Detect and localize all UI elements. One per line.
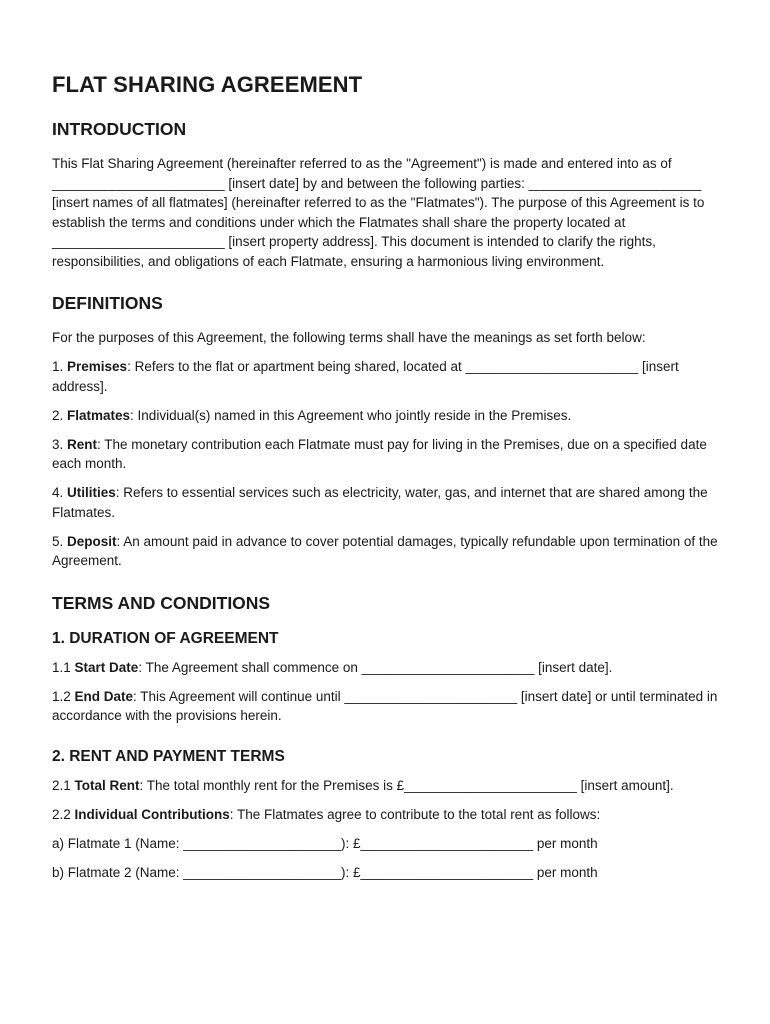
definitions-heading: DEFINITIONS [52,293,163,313]
definitions-intro: For the purposes of this Agreement, the following terms shall have the meanings as set forth below: [52,330,646,345]
clause-text: : The Flatmates agree to contribute to the total rent as follows: [229,806,601,822]
definition-number: 4. [52,485,68,500]
clause-number: 1.1 [52,659,75,675]
definition-text: : Refers to essential services such as electricity, water, gas, and internet that are shared among the Flatmates. [52,485,708,520]
definition-item-flatmates [52,406,720,426]
definition-term: Utilities [67,485,116,500]
duration-heading: 1. DURATION OF AGREEMENT [52,629,279,647]
definition-text: : Refers to the flat or apartment being shared, located at _______________________ [insert address]. [52,359,679,394]
clause-text: : This Agreement will continue until _______________________ [insert date] or until terminated in accordance with the provisions herein. [52,688,718,723]
duration-item-end [52,687,720,726]
definition-item-rent [52,435,720,474]
clause-text: : The total monthly rent for the Premises is £_______________________ [insert amount]. [139,777,674,793]
definition-text: : The monetary contribution each Flatmate must pay for living in the Premises, due on a specified date each month. [52,436,707,471]
rent-item-individual [52,805,720,825]
definition-text: : An amount paid in advance to cover potential damages, typically refundable upon termination of the Agreement. [52,533,718,568]
definition-number: 2. [52,407,68,423]
clause-term: Individual Contributions [74,806,230,822]
clause-text: : The Agreement shall commence on _______________________ [insert date]. [138,659,613,675]
terms-heading: TERMS AND CONDITIONS [52,592,271,613]
document-page [52,70,720,892]
rent-item-total [52,776,720,796]
flatmate-2-contribution: b) Flatmate 2 (Name: _____________________): £_______________________ per month [52,864,598,880]
definition-number: 3. [52,436,68,452]
definition-number: 5. [52,533,68,549]
clause-term: End Date [74,688,134,704]
duration-item-start [52,658,720,678]
definition-term: Rent [67,436,98,452]
definition-term: Premises [67,359,128,374]
definition-number: 1. [52,359,68,374]
flatmate-1-contribution: a) Flatmate 1 (Name: _____________________): £_______________________ per month [52,835,598,851]
definition-term: Deposit [67,533,117,549]
definition-item-utilities [52,483,720,522]
introduction-heading: INTRODUCTION [52,119,187,139]
introduction-paragraph: This Flat Sharing Agreement (hereinafter referred to as the "Agreement") is made and entered into as of _______________________ [insert date] by and between the following parties: _______________________ [insert names of all flatmates] (hereinafter referred to as the "Flatmates"). The purpose of this Agreement is to establish the terms and conditions under which the Flatmates shall share the property located at _______________________ [insert property address]. This document is intended to clarify the rights, responsibilities, and obligations of each Flatmate, ensuring a harmonious living environment. [52,156,705,269]
definition-term: Flatmates [67,407,131,423]
definition-item-deposit [52,532,720,571]
clause-term: Start Date [74,659,139,675]
definition-text: : Individual(s) named in this Agreement who jointly reside in the Premises. [130,407,572,423]
definition-item-premises [52,357,720,396]
clause-number: 2.1 [52,777,75,793]
clause-number: 2.2 [52,806,75,822]
document-title: FLAT SHARING AGREEMENT [52,72,363,97]
rent-heading: 2. RENT AND PAYMENT TERMS [52,747,285,765]
clause-number: 1.2 [52,688,75,704]
clause-term: Total Rent [74,777,140,793]
